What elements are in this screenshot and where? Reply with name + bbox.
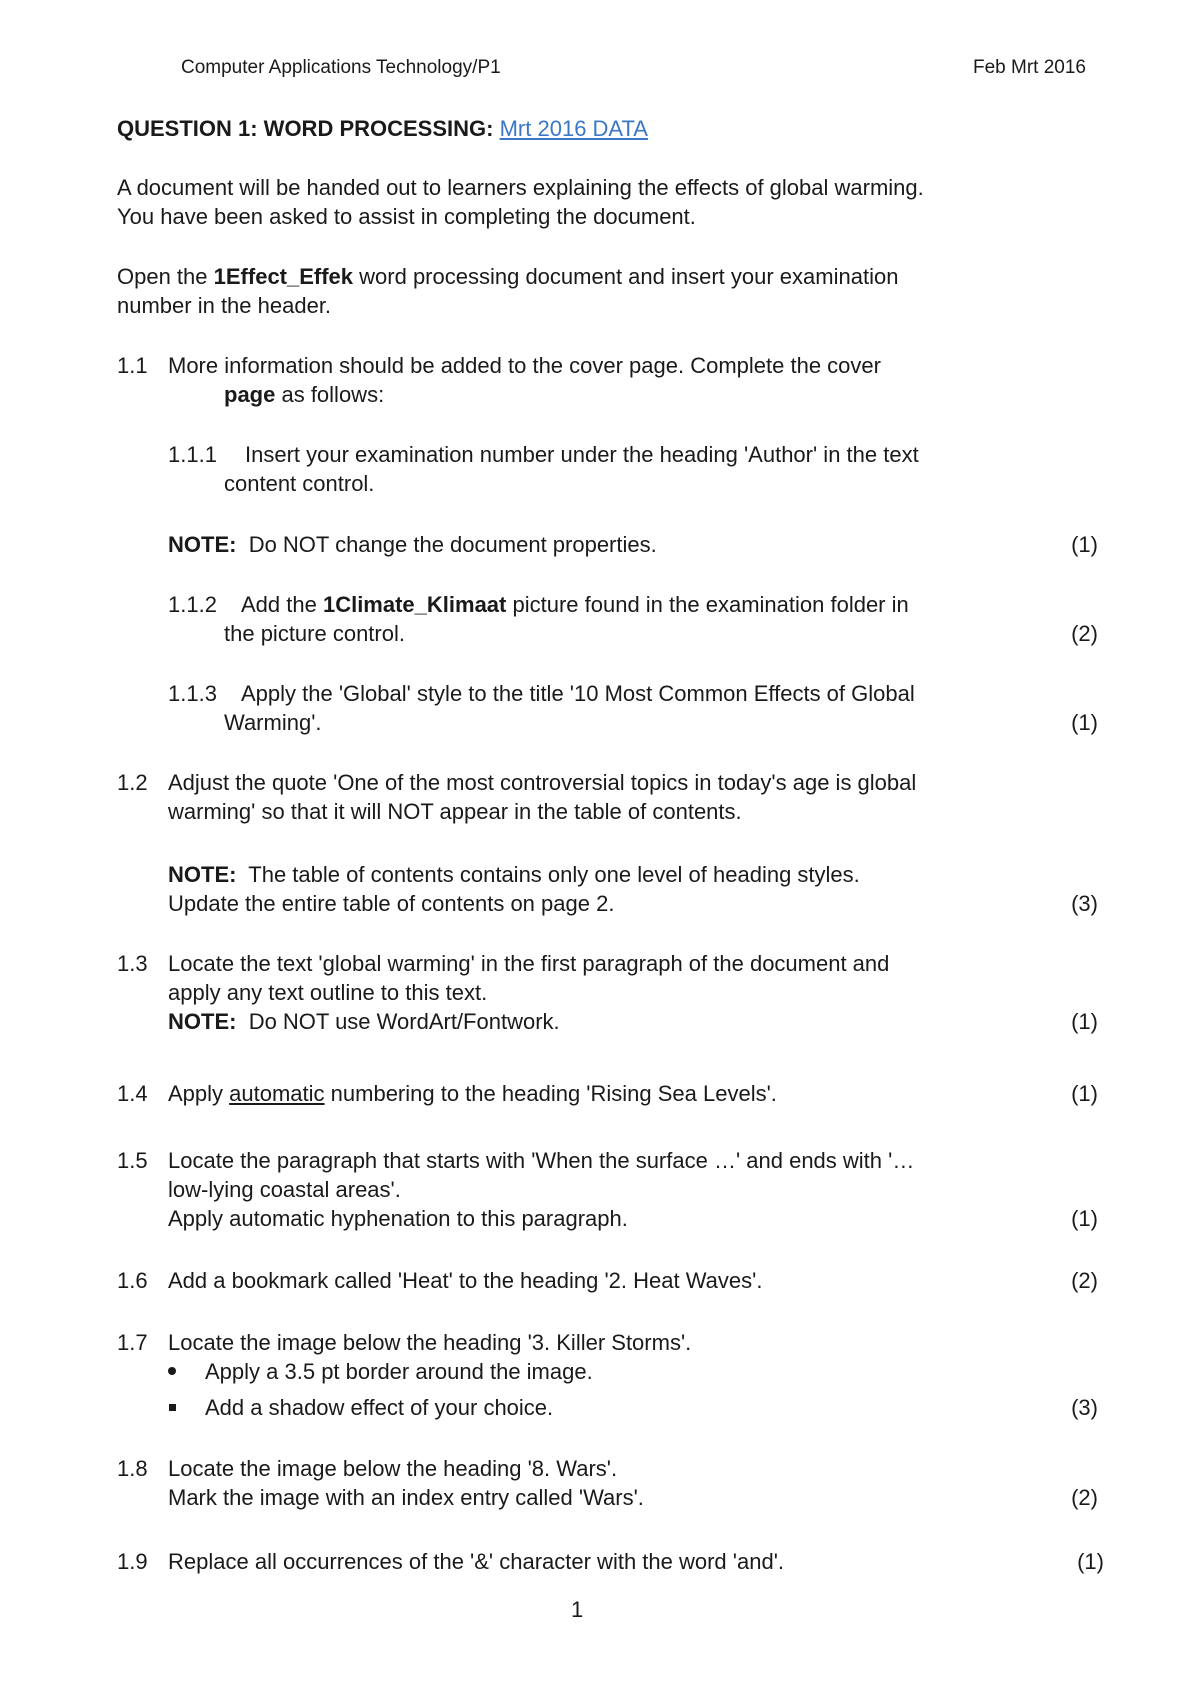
q1-1-line-2	[224, 382, 384, 408]
q1-7-number: 1.7	[117, 1330, 148, 1355]
note-text: The table of contents contains only one level of heading styles.	[248, 862, 860, 887]
note-label: NOTE:	[168, 532, 237, 557]
filename-climate: 1Climate_Klimaat	[322, 592, 507, 617]
q1-7-bullet-2: Add a shadow effect of your choice.	[205, 1395, 554, 1420]
header-right: Feb Mrt 2016	[973, 57, 1086, 78]
q1-5-line-1: Locate the paragraph that starts with 'When the surface …' and ends with '…	[168, 1148, 915, 1173]
q1-3-number: 1.3	[117, 951, 148, 976]
q1-1-2-mark: (2)	[1071, 621, 1098, 646]
open-pre: Open the	[117, 264, 214, 289]
q1-1-3-line-2: Warming'.	[224, 710, 322, 735]
bullet-square-icon	[169, 1404, 176, 1411]
q1-1-1-note	[168, 532, 657, 558]
question-title-label: QUESTION 1: WORD PROCESSING:	[117, 116, 494, 141]
intro-line-2: You have been asked to assist in completing the document.	[117, 204, 696, 229]
q1-4-mark: (1)	[1071, 1081, 1098, 1106]
q1-9-mark: (1)	[1077, 1549, 1104, 1574]
note-text: Do NOT change the document properties.	[248, 532, 657, 557]
q1-1-3-line-1: Apply the 'Global' style to the title '10 Most Common Effects of Global	[241, 681, 915, 706]
q1-8-line-2: Mark the image with an index entry called 'Wars'.	[168, 1485, 644, 1510]
header-left: Computer Applications Technology/P1	[181, 57, 501, 78]
q1-2-mark: (3)	[1071, 891, 1098, 916]
q1-1-3-number: 1.1.3	[168, 681, 217, 706]
q1-3-mark: (1)	[1071, 1009, 1098, 1034]
page-number: 1	[571, 1597, 584, 1622]
q1-9-line-1: Replace all occurrences of the '&' character with the word 'and'.	[168, 1549, 784, 1574]
q1-5-line-2: low-lying coastal areas'.	[168, 1177, 401, 1202]
q1-5-line-3: Apply automatic hyphenation to this paragraph.	[168, 1206, 628, 1231]
open-post: word processing document and insert your examination	[353, 264, 899, 289]
q1-4-pre: Apply	[168, 1081, 230, 1106]
q1-1-2-post: picture found in the examination folder in	[506, 592, 909, 617]
open-instruction	[117, 264, 898, 290]
q1-1-2-line-2: the picture control.	[224, 621, 405, 646]
q1-1-number: 1.1	[117, 353, 148, 378]
q1-4-line-1	[168, 1081, 777, 1107]
note-text: Do NOT use WordArt/Fontwork.	[248, 1009, 560, 1034]
q1-1-bold-page: page	[224, 382, 276, 407]
question-title	[117, 116, 648, 142]
q1-6-line-1: Add a bookmark called 'Heat' to the heading '2. Heat Waves'.	[168, 1268, 763, 1293]
q1-2-note	[168, 862, 860, 888]
q1-8-mark: (2)	[1071, 1485, 1098, 1510]
q1-1-3-mark: (1)	[1071, 710, 1098, 735]
q1-1-1-line-1: Insert your examination number under the heading 'Author' in the text	[245, 442, 919, 467]
q1-2-line-2: warming' so that it will NOT appear in the table of contents.	[168, 799, 742, 824]
q1-8-line-1: Locate the image below the heading '8. Wars'.	[168, 1456, 618, 1481]
q1-5-mark: (1)	[1071, 1206, 1098, 1231]
q1-2-line-4: Update the entire table of contents on page 2.	[168, 891, 615, 916]
q1-1-2-pre: Add the	[241, 592, 323, 617]
q1-5-number: 1.5	[117, 1148, 148, 1173]
q1-1-1-line-2: content control.	[224, 471, 375, 496]
q1-1-2-line-1	[241, 592, 909, 618]
filename-effect: 1Effect_Effek	[213, 264, 354, 289]
q1-1-line-2-text: as follows:	[275, 382, 385, 407]
bullet-dot-icon	[168, 1367, 176, 1375]
q1-1-1-mark: (1)	[1071, 532, 1098, 557]
q1-9-number: 1.9	[117, 1549, 148, 1574]
q1-6-mark: (2)	[1071, 1268, 1098, 1293]
q1-3-line-1: Locate the text 'global warming' in the first paragraph of the document and	[168, 951, 890, 976]
q1-4-post: numbering to the heading 'Rising Sea Levels'.	[324, 1081, 777, 1106]
q1-2-number: 1.2	[117, 770, 148, 795]
q1-3-note	[168, 1009, 560, 1035]
q1-1-1-number: 1.1.1	[168, 442, 217, 467]
data-link[interactable]: Mrt 2016 DATA	[499, 116, 648, 141]
q1-4-number: 1.4	[117, 1081, 148, 1106]
q1-8-number: 1.8	[117, 1456, 148, 1481]
q1-7-mark: (3)	[1071, 1395, 1098, 1420]
q1-3-line-2: apply any text outline to this text.	[168, 980, 488, 1005]
q1-2-line-1: Adjust the quote 'One of the most controversial topics in today's age is global	[168, 770, 917, 795]
q1-6-number: 1.6	[117, 1268, 148, 1293]
open-instruction-line-2: number in the header.	[117, 293, 332, 318]
note-label: NOTE:	[168, 1009, 237, 1034]
q1-7-line-1: Locate the image below the heading '3. Killer Storms'.	[168, 1330, 692, 1355]
q1-1-line-1: More information should be added to the cover page. Complete the cover	[168, 353, 881, 378]
note-label: NOTE:	[168, 862, 237, 887]
q1-7-bullet-1: Apply a 3.5 pt border around the image.	[205, 1359, 593, 1384]
q1-1-2-number: 1.1.2	[168, 592, 217, 617]
intro-line-1: A document will be handed out to learners explaining the effects of global warming.	[117, 175, 924, 200]
underlined-automatic: automatic	[229, 1081, 325, 1106]
